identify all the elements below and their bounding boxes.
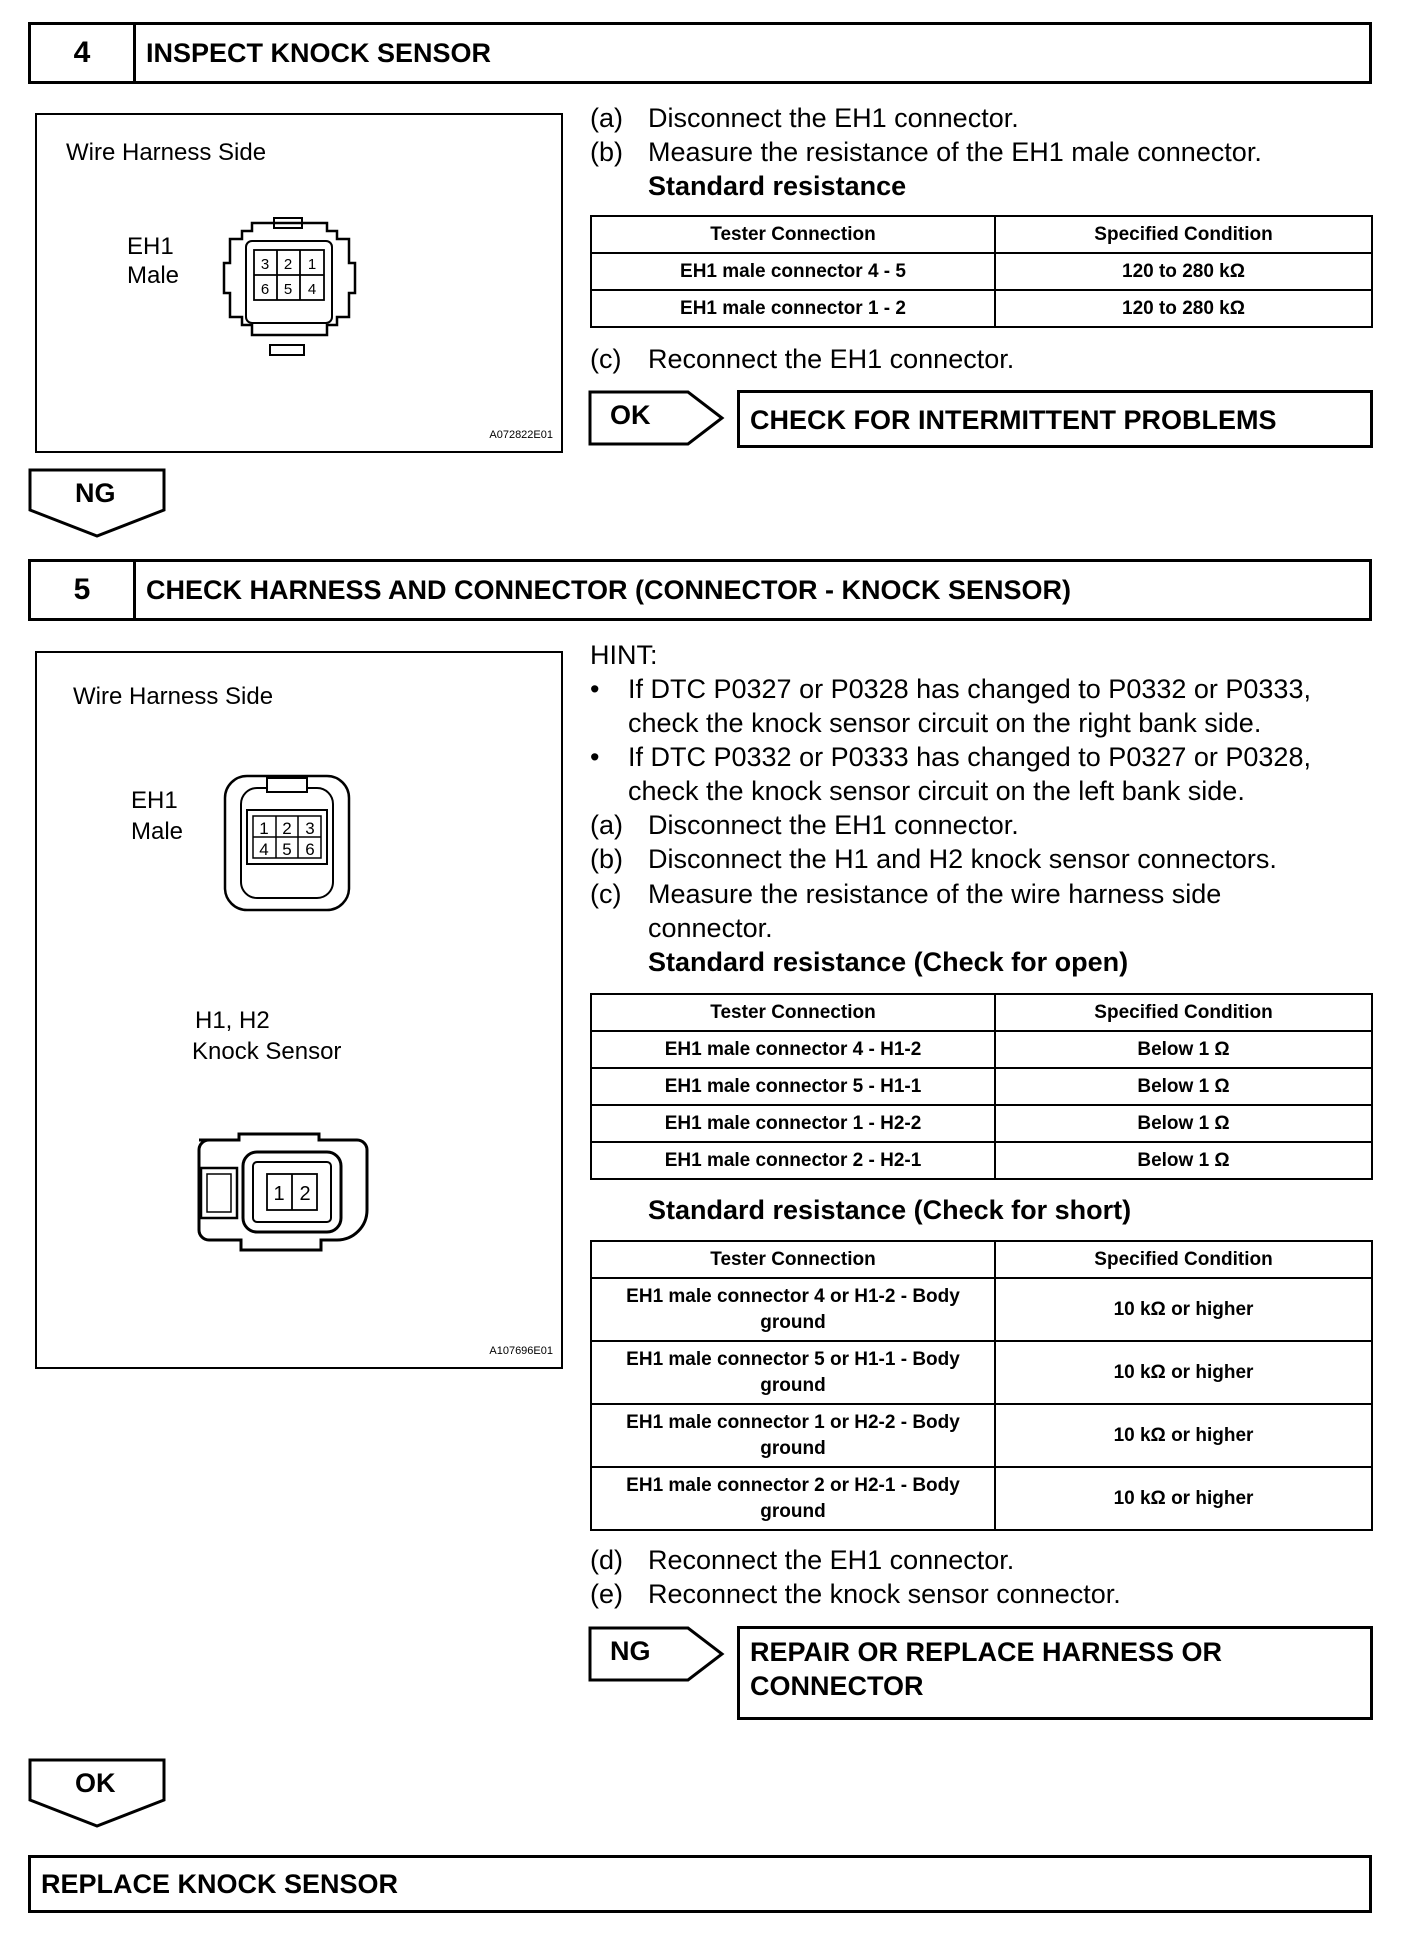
table-cell: Below 1 Ω bbox=[995, 1068, 1372, 1105]
ng-tag bbox=[28, 468, 168, 538]
table-cell: EH1 male connector 2 - H2-1 bbox=[591, 1142, 995, 1179]
table-cell: 10 kΩ or higher bbox=[995, 1278, 1372, 1341]
connector-figure-eh1 bbox=[35, 113, 563, 453]
pin-label: 1 bbox=[259, 819, 269, 838]
pin-label: 1 bbox=[273, 1183, 285, 1205]
step-number: 5 bbox=[31, 562, 136, 618]
table-cell: Below 1 Ω bbox=[995, 1105, 1372, 1142]
connector-name: EH1 bbox=[127, 233, 174, 260]
hint-item: • If DTC P0327 or P0328 has changed to P0332 or P0333, bbox=[590, 674, 1311, 704]
table-cell: EH1 male connector 4 - 5 bbox=[591, 253, 995, 290]
sensor-label: Knock Sensor bbox=[192, 1038, 342, 1065]
hint-item-cont: check the knock sensor circuit on the left bank side. bbox=[628, 776, 1245, 806]
table-cell: EH1 male connector 5 - H1-1 bbox=[591, 1068, 995, 1105]
table-cell: EH1 male connector 1 or H2-2 - Body ground bbox=[591, 1404, 995, 1467]
instruction-c: (c) Measure the resistance of the wire harness side bbox=[590, 879, 1222, 909]
pin-label: 3 bbox=[305, 819, 315, 838]
table-row bbox=[591, 1068, 1372, 1105]
table-row bbox=[591, 1142, 1372, 1179]
table-row bbox=[591, 253, 1372, 290]
table-header: Specified Condition bbox=[995, 1241, 1372, 1278]
table-header: Specified Condition bbox=[995, 216, 1372, 253]
connector-eh1-harness-drawing bbox=[217, 768, 357, 918]
table-header: Tester Connection bbox=[591, 1241, 995, 1278]
table-cell: 10 kΩ or higher bbox=[995, 1467, 1372, 1530]
table-header: Specified Condition bbox=[995, 994, 1372, 1031]
hint-item-cont: check the knock sensor circuit on the right bank side. bbox=[628, 708, 1262, 738]
hint-title: HINT: bbox=[590, 640, 658, 670]
connector-gender: Male bbox=[131, 818, 184, 845]
instruction-b: (b) Disconnect the H1 and H2 knock sensor connectors. bbox=[590, 844, 1277, 874]
table-header-row bbox=[591, 994, 1372, 1031]
table-row bbox=[591, 1031, 1372, 1068]
table-cell: Below 1 Ω bbox=[995, 1142, 1372, 1179]
table-cell: EH1 male connector 4 - H1-2 bbox=[591, 1031, 995, 1068]
pin-label: 4 bbox=[259, 840, 269, 859]
table-header-row bbox=[591, 216, 1372, 253]
instruction-c: (c) Reconnect the EH1 connector. bbox=[590, 344, 1015, 374]
step-title: INSPECT KNOCK SENSOR bbox=[146, 37, 492, 68]
final-step-bar bbox=[28, 1855, 1372, 1913]
table-cell: 120 to 280 kΩ bbox=[995, 253, 1372, 290]
table-cell: 10 kΩ or higher bbox=[995, 1341, 1372, 1404]
short-check-table bbox=[590, 1240, 1373, 1531]
connector-name: EH1 bbox=[131, 787, 178, 814]
step-4-header bbox=[28, 22, 1372, 84]
connector-eh1-male-drawing bbox=[222, 215, 357, 360]
pin-label: 6 bbox=[305, 840, 315, 859]
table-cell: 10 kΩ or higher bbox=[995, 1404, 1372, 1467]
open-check-table bbox=[590, 993, 1373, 1180]
ok-result-box: CHECK FOR INTERMITTENT PROBLEMS bbox=[737, 390, 1373, 448]
table-header: Tester Connection bbox=[591, 994, 995, 1031]
table-row bbox=[591, 1341, 1372, 1404]
ng-result-line: REPAIR OR REPLACE HARNESS OR bbox=[750, 1637, 1223, 1667]
instruction-e: (e) Reconnect the knock sensor connector. bbox=[590, 1579, 1121, 1609]
ng-result-box bbox=[737, 1626, 1373, 1720]
ng-result-line: CONNECTOR bbox=[750, 1671, 924, 1701]
ok-tag bbox=[28, 1758, 168, 1828]
ok-tag bbox=[588, 390, 728, 446]
table-cell: EH1 male connector 2 or H2-1 - Body ground bbox=[591, 1467, 995, 1530]
table-row bbox=[591, 1467, 1372, 1530]
table-title: Standard resistance bbox=[648, 171, 907, 201]
table-header-row bbox=[591, 1241, 1372, 1278]
sensor-name: H1, H2 bbox=[195, 1007, 270, 1034]
pin-label: 3 bbox=[260, 256, 270, 273]
pin-label: 1 bbox=[307, 256, 317, 273]
table-cell: Below 1 Ω bbox=[995, 1031, 1372, 1068]
table-cell: EH1 male connector 4 or H1-2 - Body ground bbox=[591, 1278, 995, 1341]
ok-label: OK bbox=[75, 1768, 116, 1798]
open-table-title: Standard resistance (Check for open) bbox=[648, 947, 1129, 977]
knock-sensor-connector-drawing bbox=[187, 1128, 377, 1258]
connector-gender: Male bbox=[127, 262, 180, 289]
pin-label: 4 bbox=[307, 281, 317, 298]
final-title: REPLACE KNOCK SENSOR bbox=[41, 1868, 399, 1899]
pin-label: 6 bbox=[260, 281, 270, 298]
table-cell: EH1 male connector 5 or H1-1 - Body ground bbox=[591, 1341, 995, 1404]
instruction-a: (a) Disconnect the EH1 connector. bbox=[590, 103, 1019, 133]
connector-figure-eh1-knock-sensor bbox=[35, 651, 563, 1369]
figure-code: A107696E01 bbox=[489, 1345, 553, 1357]
table-cell: EH1 male connector 1 - H2-2 bbox=[591, 1105, 995, 1142]
figure-caption: Wire Harness Side bbox=[66, 139, 267, 166]
ng-label: NG bbox=[75, 478, 116, 508]
step-5-header bbox=[28, 559, 1372, 621]
step-title: CHECK HARNESS AND CONNECTOR (CONNECTOR - KNOCK SENSOR) bbox=[146, 574, 1072, 605]
short-table-title: Standard resistance (Check for short) bbox=[648, 1195, 1132, 1225]
pin-label: 5 bbox=[282, 840, 292, 859]
hint-item: • If DTC P0332 or P0333 has changed to P0327 or P0328, bbox=[590, 742, 1311, 772]
ng-label: NG bbox=[610, 1636, 651, 1666]
table-row bbox=[591, 290, 1372, 327]
figure-caption: Wire Harness Side bbox=[73, 683, 274, 710]
pin-label: 2 bbox=[282, 819, 292, 838]
table-row bbox=[591, 1404, 1372, 1467]
pin-label: 2 bbox=[283, 256, 293, 273]
instruction-a: (a) Disconnect the EH1 connector. bbox=[590, 810, 1019, 840]
table-cell: EH1 male connector 1 - 2 bbox=[591, 290, 995, 327]
table-row bbox=[591, 1105, 1372, 1142]
resistance-table bbox=[590, 215, 1373, 328]
step-number: 4 bbox=[31, 25, 136, 81]
figure-code: A072822E01 bbox=[489, 429, 553, 441]
instruction-c-cont: connector. bbox=[648, 913, 773, 943]
table-row bbox=[591, 1278, 1372, 1341]
pin-label: 2 bbox=[299, 1183, 311, 1205]
table-cell: 120 to 280 kΩ bbox=[995, 290, 1372, 327]
instruction-d: (d) Reconnect the EH1 connector. bbox=[590, 1545, 1015, 1575]
table-header: Tester Connection bbox=[591, 216, 995, 253]
instruction-b: (b) Measure the resistance of the EH1 male connector. bbox=[590, 137, 1262, 167]
ok-label: OK bbox=[610, 400, 651, 430]
pin-label: 5 bbox=[283, 281, 293, 298]
ng-tag bbox=[588, 1626, 728, 1682]
